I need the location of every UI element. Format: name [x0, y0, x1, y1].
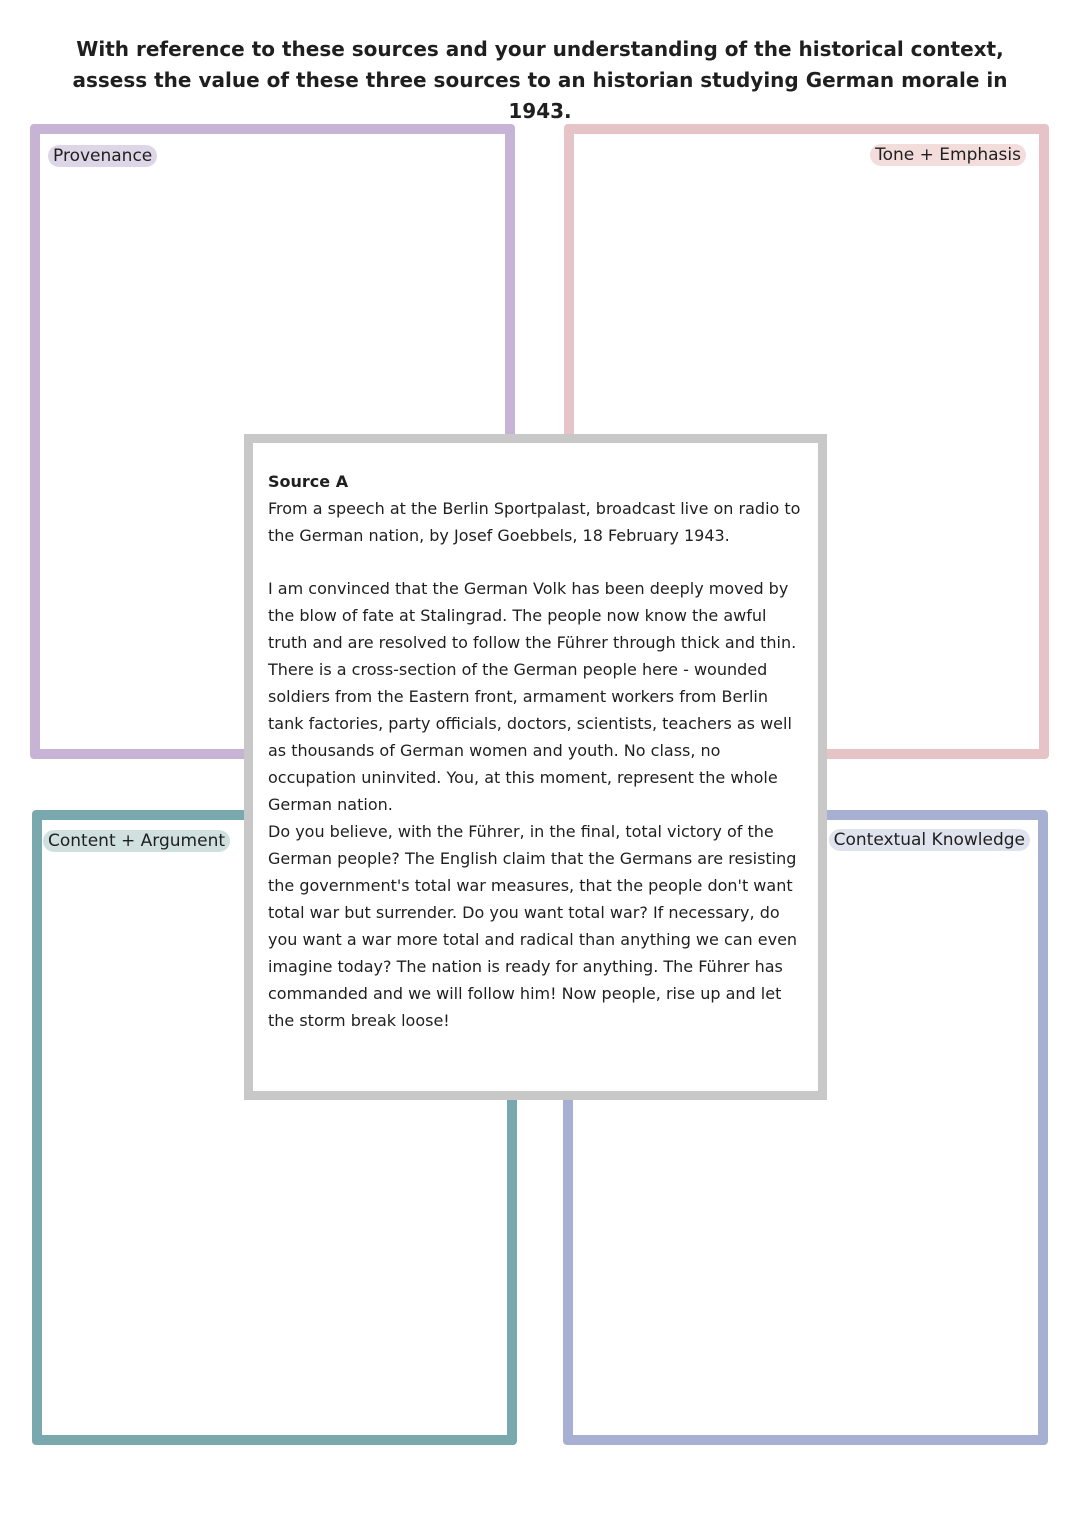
source-paragraph-2: Do you believe, with the Führer, in the final, total victory of the German people? The English claim that the Germans are resisting the government's total war measures, that the people don't want total war but surrender. Do you want total war? If necessary, do you want a war more total and radical than anything we can even imagine today? The nation is ready for anything. The Führer has commanded and we will follow him! Now people, rise up and let the storm break loose!: [268, 822, 798, 1030]
source-heading: Source A: [268, 472, 349, 491]
tone-emphasis-label: Tone + Emphasis: [870, 144, 1026, 166]
provenance-label: Provenance: [48, 145, 157, 167]
source-a-card: [244, 434, 827, 1100]
content-argument-label: Content + Argument: [43, 830, 230, 852]
source-attribution: From a speech at the Berlin Sportpalast, broadcast live on radio to the German nation, by Josef Goebbels, 18 February 1943.: [268, 499, 801, 545]
source-paragraph-1: I am convinced that the German Volk has been deeply moved by the blow of fate at Stalingrad. The people now know the awful truth and are resolved to follow the Führer through thick and thin. There is a cross-section of the German people here - wounded soldiers from the Eastern front, armament workers from Berlin tank factories, party officials, doctors, scientists, teachers as well as thousands of German women and youth. No class, no occupation uninvited. You, at this moment, represent the whole German nation.: [268, 579, 797, 814]
question-heading: With reference to these sources and your understanding of the historical context, assess the value of these three sources to an historian studying German morale in 1943.: [72, 37, 1008, 123]
contextual-knowledge-label: Contextual Knowledge: [829, 829, 1030, 851]
